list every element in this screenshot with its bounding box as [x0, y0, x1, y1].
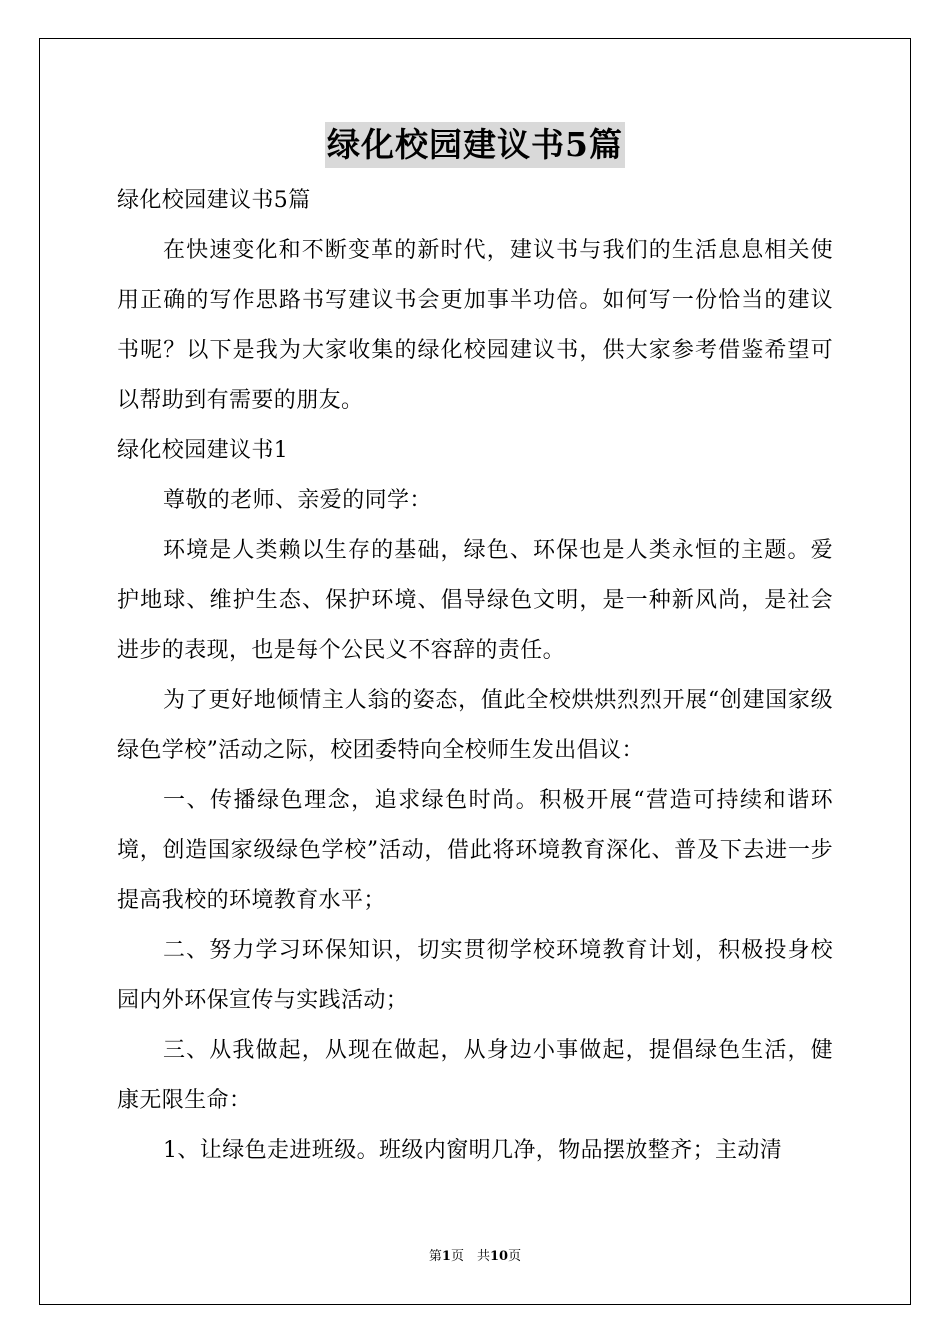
- paragraph: 绿化校园建议书5篇: [117, 188, 311, 213]
- paragraph: 在快速变化和不断变革的新时代，建议书与我们的生活息息相关使用正确的写作思路书写建议书会更加事半功倍。如何写一份恰当的建议书呢？以下是我为大家收集的绿化校园建议书，供大家参考借鉴希望可以帮助到有需要的朋友。: [117, 238, 833, 413]
- paragraph: 三、从我做起，从现在做起，从身边小事做起，提倡绿色生活，健康无限生命：: [117, 1038, 833, 1113]
- paragraph: 二、努力学习环保知识，切实贯彻学校环境教育计划，积极投身校园内外环保宣传与实践活动；: [117, 938, 833, 1013]
- paragraph: 一、传播绿色理念，追求绿色时尚。积极开展“营造可持续和谐环境，创造国家级绿色学校”活动，借此将环境教育深化、普及下去进一步提高我校的环境教育水平；: [117, 788, 833, 913]
- paragraph: 绿化校园建议书1: [117, 438, 289, 463]
- document-body: [117, 176, 833, 1176]
- total-pages-number: 10: [489, 1249, 509, 1264]
- paragraph: 1、让绿色走进班级。班级内窗明几净，物品摆放整齐；主动清: [163, 1138, 783, 1163]
- footer-middle: 页 共: [450, 1249, 490, 1264]
- paragraph: 为了更好地倾情主人翁的姿态，值此全校烘烘烈烈开展“创建国家级绿色学校”活动之际，校团委特向全校师生发出倡议：: [117, 688, 833, 763]
- paragraph: 尊敬的老师、亲爱的同学：: [163, 488, 432, 513]
- footer-prefix: 第: [428, 1249, 442, 1264]
- page-footer: [0, 1248, 950, 1266]
- document-title: 绿化校园建议书5篇: [325, 122, 625, 168]
- current-page-number: 1: [441, 1249, 451, 1264]
- paragraph: 环境是人类赖以生存的基础，绿色、环保也是人类永恒的主题。爱护地球、维护生态、保护环境、倡导绿色文明，是一种新风尚，是社会进步的表现，也是每个公民义不容辞的责任。: [117, 538, 833, 663]
- footer-suffix: 页: [508, 1249, 522, 1264]
- title-container: [0, 122, 950, 168]
